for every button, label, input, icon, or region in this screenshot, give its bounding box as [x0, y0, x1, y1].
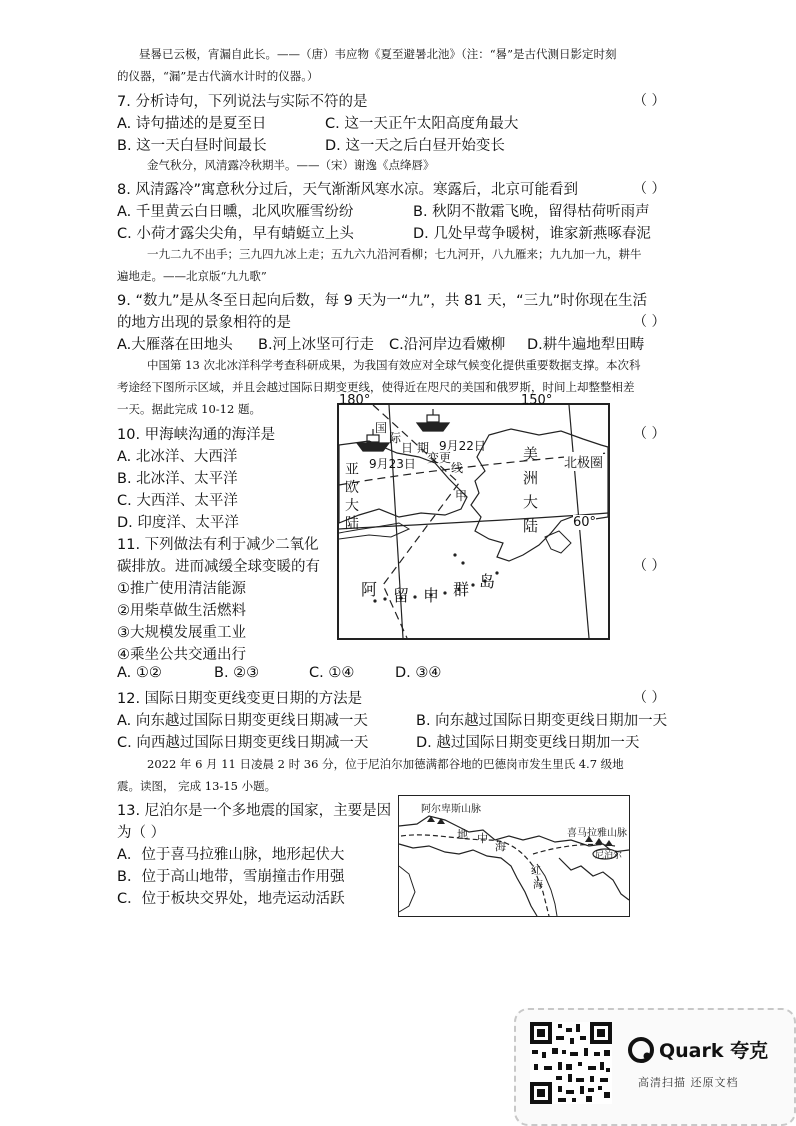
q10-answer-paren[interactable]: （ ）	[633, 426, 666, 442]
q11-option-a: A. ①②	[117, 665, 162, 681]
america-label-4: 陆	[523, 517, 539, 535]
aleutian-label-1: 阿	[361, 580, 378, 599]
q7-option-d: D. 这一天之后白昼开始变长	[325, 138, 505, 154]
strait-jia-label: 甲	[455, 489, 468, 503]
longitude-180-label: 180°	[339, 393, 371, 408]
q11-option-d: D. ③④	[395, 665, 442, 681]
aleutian-label-5: 岛	[479, 572, 496, 591]
qr-code[interactable]	[530, 1022, 612, 1104]
q11-item-3: ③大规模发展重工业	[117, 625, 246, 641]
nepal-region-map	[398, 795, 630, 917]
q9-stem-line-2: 的地方出现的景象相符的是	[117, 315, 291, 331]
q13-stem-line-2: 为（ ）	[117, 825, 166, 841]
q13-option-a: A．位于喜马拉雅山脉，地形起伏大	[117, 847, 345, 863]
america-label-1: 美	[523, 445, 539, 463]
q12-stem: 12. 国际日期变更线变更日期的方法是	[117, 691, 363, 707]
aleutian-label-3: 申	[423, 586, 440, 605]
q12-option-b: B. 向东越过国际日期变更线日期加一天	[416, 713, 668, 729]
q9-option-b: B.河上冰坚可行走	[258, 337, 375, 353]
mediterranean-label-2: 中	[477, 832, 488, 845]
q13-stem-line-1: 13. 尼泊尔是一个多地震的国家，主要是因	[117, 803, 392, 819]
asia-label-3: 大	[345, 498, 359, 514]
intro-10-line-3: 一天。据此完成 10-12 题。	[117, 402, 261, 416]
q11-option-b: B. ②③	[214, 665, 260, 681]
q9-option-a: A.大雁落在田地头	[117, 337, 233, 353]
poem-2: 金气秋分，风清露冷秋期半。——（宋）谢逸《点绛唇》	[147, 158, 435, 172]
intro-13-line-2: 震。读图， 完成 13-15 小题。	[117, 779, 277, 793]
alps-label: 阿尔卑斯山脉	[421, 804, 481, 815]
q9-answer-paren[interactable]: （ ）	[633, 314, 666, 330]
poem-1-line-2: 的仪器，“漏”是古代滴水计时的仪器。）	[117, 69, 319, 83]
dateline-char-1: 国	[375, 421, 388, 435]
quark-brand-text: Quark 夸克	[659, 1040, 769, 1062]
intro-13-line-1: 2022 年 6 月 11 日凌晨 2 时 36 分，位于尼泊尔加德满都谷地的巴德岗市发生里氏 4.7 级地	[147, 757, 624, 771]
date-sep-23-label: 9月23日	[369, 457, 416, 471]
q8-option-b: B. 秋阴不散霜飞晚，留得枯荷听雨声	[413, 204, 650, 220]
bering-strait-map	[337, 393, 610, 640]
america-label-2: 洲	[523, 469, 539, 487]
dateline-char-3: 日	[401, 441, 414, 455]
q11-stem-line-2: 碳排放。进而减缓全球变暖的有	[117, 559, 320, 575]
q11-item-1: ①推广使用清洁能源	[117, 581, 246, 597]
himalaya-label: 喜马拉雅山脉	[567, 828, 627, 839]
red-sea-label-1: 红	[531, 866, 541, 877]
q9-option-c: C.沿河岸边看嫩柳	[389, 337, 506, 353]
mediterranean-label-1: 地	[457, 828, 468, 841]
mediterranean-label-3: 海	[495, 840, 506, 853]
asia-label-1: 亚	[345, 462, 359, 478]
asia-label-4: 陆	[345, 516, 359, 532]
q8-answer-paren[interactable]: （ ）	[633, 181, 666, 197]
quark-logo	[628, 1036, 768, 1063]
q8-option-c: C. 小荷才露尖尖角，早有蜻蜓立上头	[117, 226, 354, 242]
nepal-label: 尼泊尔	[595, 851, 623, 861]
dateline-char-5: 变	[427, 451, 440, 465]
q7-option-b: B. 这一天白昼时间最长	[117, 138, 267, 154]
dateline-char-2: 际	[389, 431, 402, 445]
q9-option-d: D.耕牛遍地犁田畴	[527, 337, 645, 353]
song-line-2: 遍地走。——北京版“九九歌”	[117, 269, 267, 283]
asia-label-2: 欧	[345, 480, 359, 496]
quark-scan-watermark	[514, 1008, 796, 1126]
dateline-char-6: 更	[439, 451, 452, 465]
q7-stem: 7. 分析诗句，下列说法与实际不符的是	[117, 94, 368, 110]
aleutian-label-4: 群	[453, 580, 470, 599]
q11-option-c: C. ①④	[309, 665, 355, 681]
latitude-60-label: 60°	[573, 515, 597, 530]
intro-10-line-2: 考途经下图所示区域，并且会越过国际日期变更线，使得近在咫尺的美国和俄罗斯，时间上却整整相差	[117, 380, 635, 394]
q12-answer-paren[interactable]: （ ）	[633, 690, 666, 706]
q12-option-d: D. 越过国际日期变更线日期加一天	[416, 735, 640, 751]
q13-option-b: B．位于高山地带，雪崩撞击作用强	[117, 869, 345, 885]
america-label-3: 大	[523, 493, 539, 511]
poem-1-line-1: 昼晷已云极，宵漏自此长。——（唐）韦应物《夏至避暑北池》（注：“晷”是古代测日影定时刻	[139, 47, 617, 61]
q7-answer-paren[interactable]: （ ）	[633, 93, 666, 109]
intro-10-line-1: 中国第 13 次北冰洋科学考查科研成果，为我国有效应对全球气候变化提供重要数据支撑。本次科	[147, 358, 641, 372]
red-sea-label-2: 海	[533, 880, 543, 891]
q10-option-b: B. 北冰洋、太平洋	[117, 471, 238, 487]
q11-stem-line-1: 11. 下列做法有利于减少二氧化	[117, 537, 319, 553]
q9-stem-line-1: 9. “数九”是从冬至日起向后数，每 9 天为一“九”，共 81 天，“三九”时你现在生活	[117, 293, 648, 309]
qr-code-icon	[530, 1022, 612, 1104]
q11-item-2: ②用柴草做生活燃料	[117, 603, 246, 619]
q10-option-c: C. 大西洋、太平洋	[117, 493, 238, 509]
quark-q-icon	[628, 1037, 654, 1063]
q11-item-4: ④乘坐公共交通出行	[117, 647, 246, 663]
dateline-char-4: 期	[417, 441, 430, 455]
dateline-char-7: 线	[451, 461, 464, 475]
quark-slogan: 高清扫描 还原文档	[638, 1076, 739, 1089]
q7-option-c: C. 这一天正午太阳高度角最大	[325, 116, 519, 132]
q12-option-a: A. 向东越过国际日期变更线日期减一天	[117, 713, 368, 729]
date-sep-22-label: 9月22日	[439, 439, 486, 453]
q8-option-d: D. 几处早莺争暖树，谁家新燕啄春泥	[413, 226, 651, 242]
q13-option-c: C．位于板块交界处，地壳运动活跃	[117, 891, 345, 907]
longitude-150-label: 150°	[521, 393, 553, 408]
q10-option-a: A. 北冰洋、大西洋	[117, 449, 238, 465]
q8-stem: 8. 风清露冷”寓意秋分过后，天气渐渐风寒水凉。寒露后，北京可能看到	[117, 182, 578, 198]
q7-option-a: A. 诗句描述的是夏至日	[117, 116, 267, 132]
song-line-1: 一九二九不出手；三九四九冰上走；五九六九沿河看柳；七九河开，八九雁来；九九加一九，耕牛	[147, 247, 642, 261]
q10-option-d: D. 印度洋、太平洋	[117, 515, 239, 531]
q12-option-c: C. 向西越过国际日期变更线日期减一天	[117, 735, 369, 751]
q11-answer-paren[interactable]: （ ）	[633, 558, 666, 574]
arctic-circle-label: 北极圈	[564, 452, 603, 471]
q8-option-a: A. 千里黄云白日曛，北风吹雁雪纷纷	[117, 204, 354, 220]
q10-stem: 10. 甲海峡沟通的海洋是	[117, 427, 276, 443]
aleutian-label-2: 留	[393, 586, 410, 605]
